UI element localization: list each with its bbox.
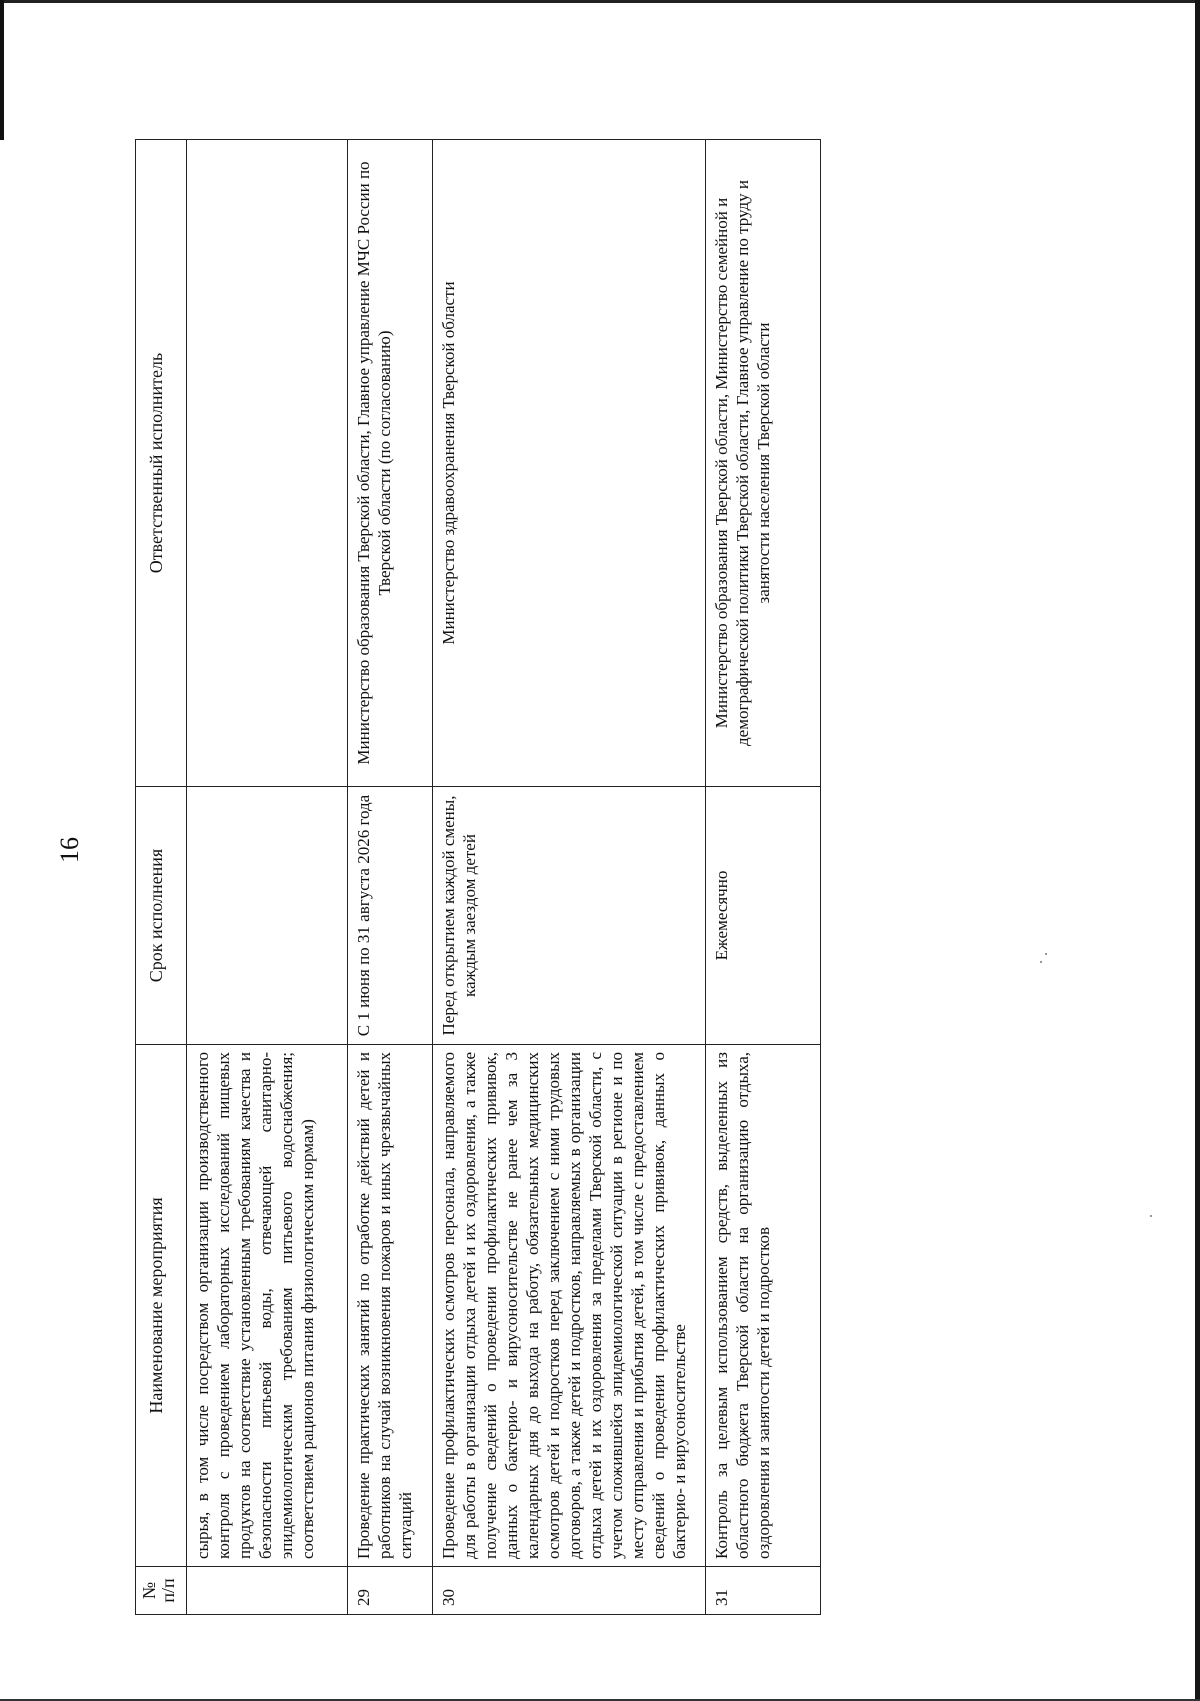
- scan-edge-left: [0, 0, 4, 140]
- table-row: [187, 140, 348, 1615]
- cell-responsible: [187, 140, 348, 787]
- table-row: [433, 140, 706, 1615]
- table-header-row: [136, 140, 187, 1615]
- cell-deadline: Перед открытием каждой смены, каждым заездом детей: [433, 787, 706, 1045]
- cell-number: 29: [348, 1567, 433, 1615]
- cell-responsible: Министерство здравоохранения Тверской области: [433, 140, 706, 787]
- cell-deadline: Ежемесячно: [706, 787, 821, 1045]
- page-number: 16: [55, 837, 84, 863]
- cell-event: Проведение практических занятий по отработке действий детей и работников на случай возникновения пожаров и иных чрезвычайных ситуаций: [348, 1045, 433, 1567]
- header-deadline: Срок исполнения: [136, 787, 187, 1045]
- header-responsible: Ответственный исполнитель: [136, 140, 187, 787]
- rotated-page: [40, 0, 1160, 1700]
- scan-edge-right: [1195, 0, 1200, 1701]
- header-number: № п/п: [136, 1567, 187, 1615]
- cell-deadline: [187, 787, 348, 1045]
- cell-deadline: С 1 июня по 31 августа 2026 года: [348, 787, 433, 1045]
- header-event: Наименование мероприятия: [136, 1045, 187, 1567]
- cell-number: 31: [706, 1567, 821, 1615]
- cell-responsible: Министерство образования Тверской области, Министерство семейной и демографической политики Тверской области, Главное управление по труду и занятости населения Тверской области: [706, 140, 821, 787]
- table-row: [348, 140, 433, 1615]
- events-table: [135, 139, 821, 1615]
- table-row: [706, 140, 821, 1615]
- cell-event: Контроль за целевым использованием средств, выделенных из областного бюджета Тверской области на организацию отдыха, оздоровления и занятости детей и подростков: [706, 1045, 821, 1567]
- cell-number: 30: [433, 1567, 706, 1615]
- cell-event: сырья, в том числе посредством организации производственного контроля с проведением лабораторных исследований пищевых продуктов на соответствие установленным требованиям качества и безопасности питьевой воды, отвечающей санитарно-эпидемиологическим требованиям питьевого водоснабжения; соответствием рационов питания физиологическим нормам): [187, 1045, 348, 1567]
- cell-number: [187, 1567, 348, 1615]
- cell-responsible: Министерство образования Тверской области, Главное управление МЧС России по Тверской области (по согласованию): [348, 140, 433, 787]
- cell-event: Проведение профилактических осмотров персонала, направляемого для работы в организации отдыха детей и их оздоровления, а также получение сведений о проведении профилактических прививок, данных о бактерио- и вирусоносительстве не ранее чем за 3 календарных дня до выхода на работу, обязательных медицинских осмотров детей и подростков перед заключением с ними трудовых договоров, а также детей и подростков, направляемых в организации отдыха детей и их оздоровления за пределами Тверской области, с учетом сложившейся эпидемиологической ситуации в регионе и по месту отправления и прибытия детей, в том числе с предоставлением сведений о проведении профилактических прививок, данных о бактерио- и вирусоносительстве: [433, 1045, 706, 1567]
